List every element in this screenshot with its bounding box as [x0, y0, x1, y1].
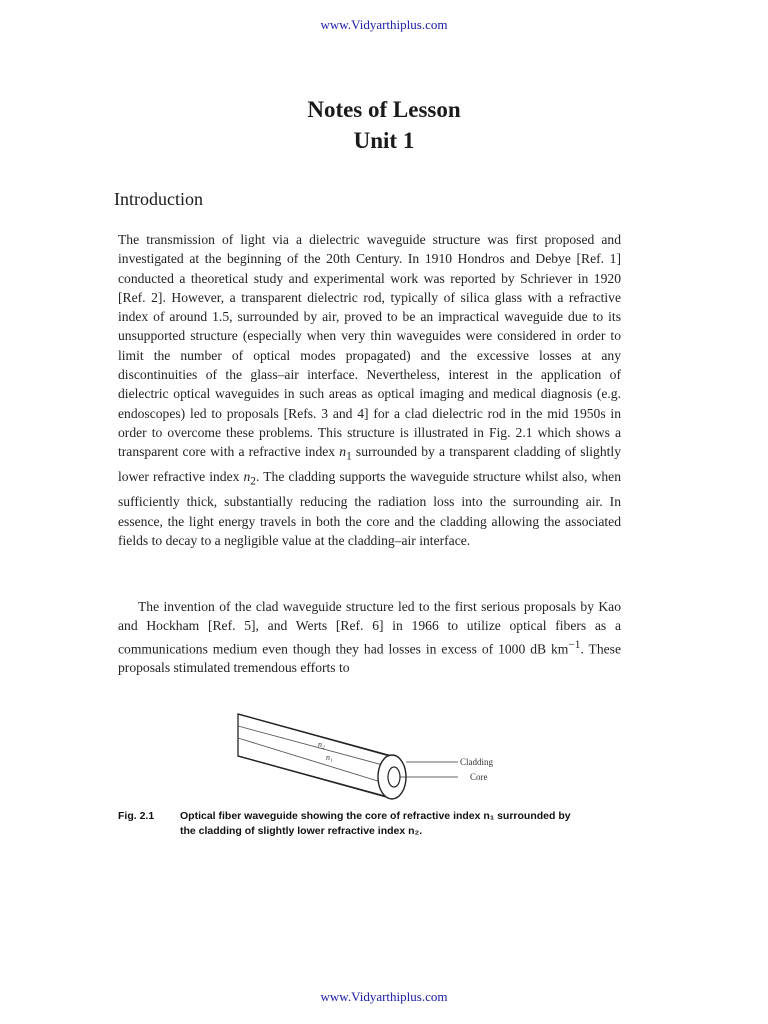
footer-link[interactable]: www.Vidyarthiplus.com: [320, 989, 448, 1004]
symbol-n1-subscript: 1: [346, 450, 352, 463]
fiber-diagram: [230, 706, 530, 806]
label-core: Core: [470, 772, 488, 782]
symbol-n2-subscript: 2: [250, 476, 256, 488]
symbol-n1: n: [339, 444, 347, 460]
caption-line1: Optical fiber waveguide showing the core of refractive index n₁ surrounded by: [180, 810, 571, 822]
page-subtitle: Unit 1: [353, 128, 415, 153]
fiber-figure: [230, 706, 530, 806]
label-cladding: Cladding: [460, 757, 493, 767]
paragraph-intro: [118, 230, 621, 550]
paragraph-intro-part1: The transmission of light via a dielectric waveguide structure was first proposed and investigated at the beginning of the 20th Century. In 1910 Hondros and Debye [Ref. 1] conducted a theoretical study and experimental work was reported by Schriever in 1920 [Ref. 2]. However, a transparent dielectric rod, typically of silica glass with a refractive index of around 1.5, surrounded by air, proved to be an impractical waveguide due to its unsupported structure (especially when very thin waveguides were considered in order to limit the number of optical modes propagated) and the excessive losses at any discontinuities of the glass–air interface. Nevertheless, interest in the application of dielectric optical waveguides in such areas as optical imaging and medical diagnosis (e.g. endoscopes) led to proposals [Refs. 3 and 4] for a clad dielectric rod in the mid 1950s in order to overcome these problems. This structure is illustrated in Fig. 2.1 which shows a transparent core with a refractive index: [118, 232, 621, 460]
core-end-face: [388, 767, 400, 787]
figure-number: Fig. 2.1: [118, 810, 155, 822]
symbol-n2: n: [243, 469, 251, 485]
paragraph-invention: [118, 597, 621, 678]
figure-caption: [118, 809, 628, 839]
label-n1: n₁: [326, 753, 333, 762]
label-n2: n₂: [318, 740, 325, 749]
unit-exponent: −1: [568, 638, 581, 651]
cladding-outline: [238, 714, 394, 798]
header-link[interactable]: www.Vidyarthiplus.com: [320, 17, 448, 32]
paragraph-invention-part2: . These proposals stimulated tremendous efforts to: [118, 641, 621, 676]
paragraph-intro-part2: surrounded by a transparent cladding of slightly lower refractive index: [118, 444, 622, 485]
paragraph-intro-part3: . The cladding supports the waveguide structure whilst also, when sufficiently thick, substantially reducing the radiation loss into the surrounding air. In essence, the light energy travels in both the core and the cladding allowing the associated fields to decay to a negligible value at the cladding–air interface.: [118, 469, 621, 548]
page-title: Notes of Lesson: [307, 97, 461, 122]
paragraph-invention-part1: The invention of the clad waveguide structure led to the first serious proposals by Kao and Hockham [Ref. 5], and Werts [Ref. 6] in 1966 to utilize optical fibers as a communications medium even though they had losses in excess of 1000 dB km: [118, 599, 621, 657]
caption-line2: the cladding of slightly lower refractive index n₂.: [180, 825, 423, 837]
section-heading: Introduction: [114, 189, 203, 209]
